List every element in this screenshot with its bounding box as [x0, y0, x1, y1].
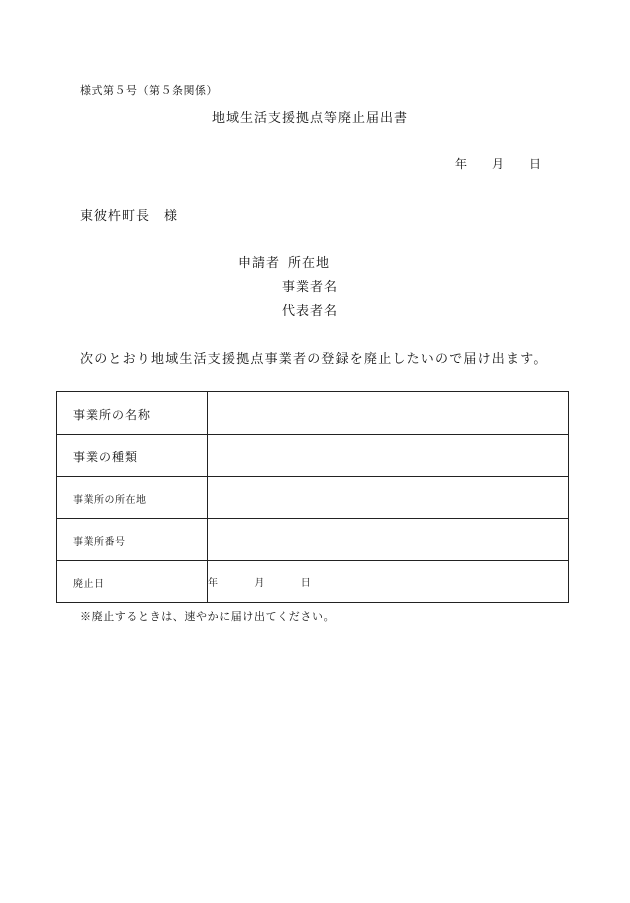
abolition-year-label: 年 [208, 578, 218, 589]
applicant-prefix: 申請者 [238, 256, 281, 271]
table-row [57, 435, 569, 477]
abolition-day-label: 日 [300, 578, 311, 589]
applicant-location-label: 所在地 [288, 256, 331, 271]
applicant-business-name-label: 事業者名 [282, 280, 339, 295]
date-month-label: 月 [492, 157, 505, 171]
table-row [57, 392, 569, 435]
form-number: 様式第５号（第５条関係） [80, 84, 218, 97]
table-row [57, 561, 569, 603]
date-year-label: 年 [455, 157, 468, 171]
applicant-representative-label: 代表者名 [282, 304, 339, 319]
row-label-abolition-date: 廃止日 [57, 561, 208, 603]
row-label-facility-address: 事業所の所在地 [57, 477, 208, 519]
table-row [57, 477, 569, 519]
date-day-label: 日 [529, 157, 542, 171]
abolition-date-field[interactable] [208, 561, 569, 603]
addressee: 東彼杵町長 様 [80, 209, 179, 224]
document-title: 地域生活支援拠点等廃止届出書 [212, 111, 409, 126]
row-label-facility-name: 事業所の名称 [57, 392, 208, 435]
facility-number-field[interactable] [208, 519, 569, 561]
row-label-facility-number: 事業所番号 [57, 519, 208, 561]
facility-address-field[interactable] [208, 477, 569, 519]
body-text: 次のとおり地域生活支援拠点事業者の登録を廃止したいので届け出ます。 [80, 352, 548, 367]
business-type-field[interactable] [208, 435, 569, 477]
form-table [56, 391, 569, 603]
table-row [57, 519, 569, 561]
abolition-month-label: 月 [254, 578, 265, 589]
row-label-business-type: 事業の種類 [57, 435, 208, 477]
facility-name-field[interactable] [208, 392, 569, 435]
note: ※廃止するときは、速やかに届け出てください。 [80, 610, 336, 623]
